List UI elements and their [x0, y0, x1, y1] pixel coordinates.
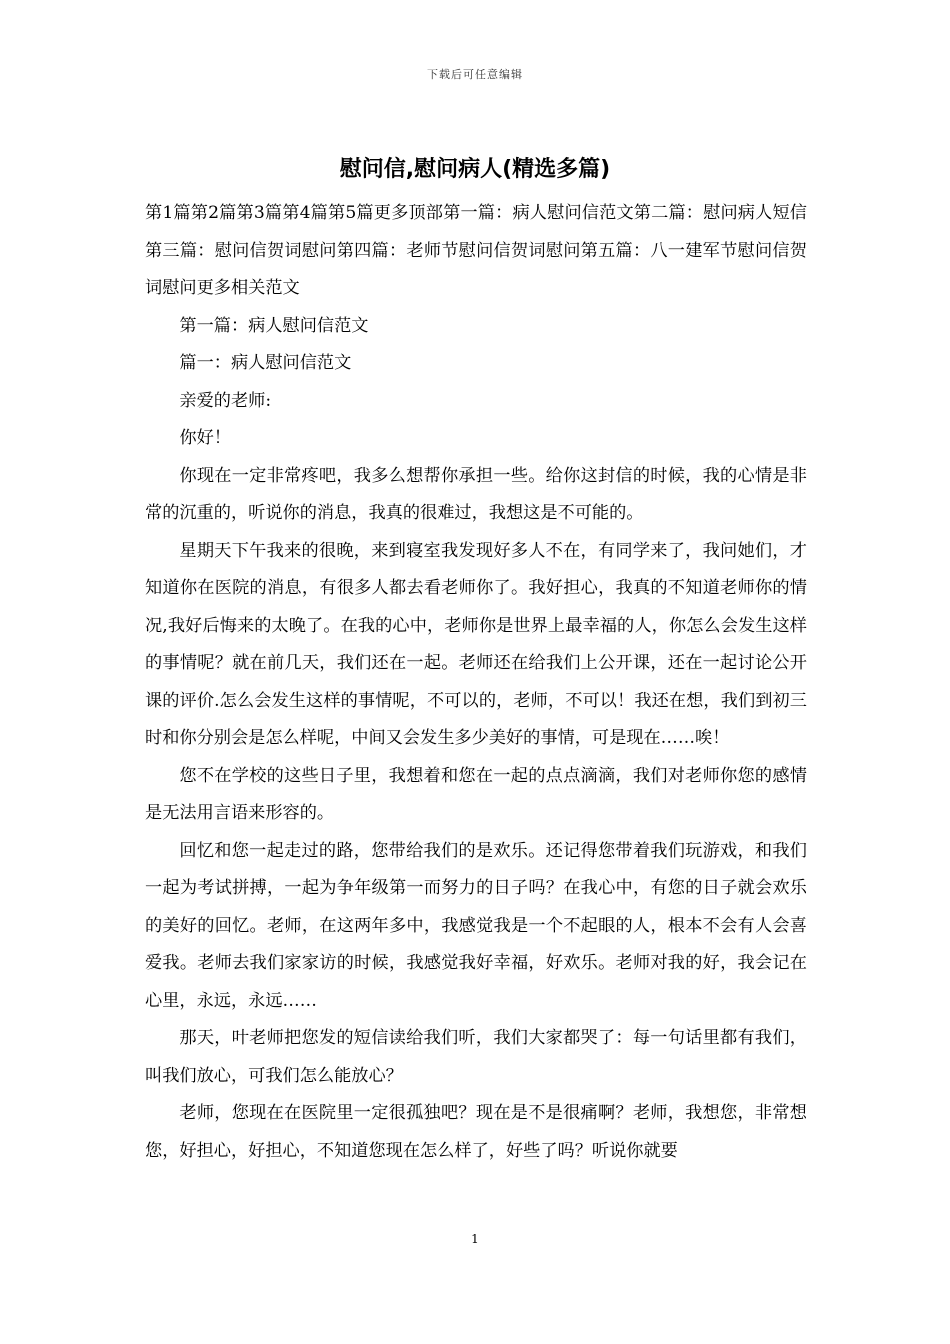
page-number: 1	[471, 1232, 479, 1246]
paragraph: 你现在一定非常疼吧，我多么想帮你承担一些。给你这封信的时候，我的心情是非常的沉重的，听说你的消息，我真的很难过，我想这是不可能的。	[145, 465, 807, 523]
paragraph-section-heading: 第一篇：病人慰问信范文	[179, 315, 369, 336]
paragraph-salutation: 亲爱的老师:	[179, 390, 272, 411]
paragraph-toc: 第1篇第2篇第3篇第4篇第5篇更多顶部第一篇：病人慰问信范文第二篇：慰问病人短信第三篇：慰问信贺词慰问第四篇：老师节慰问信贺词慰问第五篇：八一建军节慰问信贺词慰问更多相关范文	[145, 203, 807, 298]
document-title: 慰问信,慰问病人(精选多篇)	[339, 157, 611, 182]
paragraph: 那天，叶老师把您发的短信读给我们听，我们大家都哭了：每一句话里都有我们，叫我们放心，可我们怎么能放心？	[145, 1028, 807, 1086]
header-note: 下载后可任意编辑	[427, 68, 523, 81]
paragraph: 回忆和您一起走过的路，您带给我们的是欢乐。还记得您带着我们玩游戏，和我们一起为考试拼搏，一起为争年级第一而努力的日子吗？在我心中，有您的日子就会欢乐的美好的回忆。老师，在这两年多中，我感觉我是一个不起眼的人，根本不会有人会喜爱我。老师去我们家家访的时候，我感觉我好幸福，好欢乐。老师对我的好，我会记在心里，永远，永远……	[145, 840, 807, 1011]
paragraph-greeting: 你好！	[179, 428, 231, 448]
paragraph: 星期天下午我来的很晚，来到寝室我发现好多人不在，有同学来了，我问她们，才知道你在医院的消息，有很多人都去看老师你了。我好担心，我真的不知道老师你的情况,我好后悔来的太晚了。在我的心中，老师你是世界上最幸福的人，你怎么会发生这样的事情呢？就在前几天，我们还在一起。老师还在给我们上公开课，还在一起讨论公开课的评价.怎么会发生这样的事情呢，不可以的，老师，不可以！我还在想，我们到初三时和你分别会是怎么样呢，中间又会发生多少美好的事情，可是现在……唉！	[145, 540, 807, 748]
paragraph: 您不在学校的这些日子里，我想着和您在一起的点点滴滴，我们对老师你您的感情是无法用言语来形容的。	[145, 765, 807, 823]
document-body	[145, 195, 807, 1170]
paragraph: 老师，您现在在医院里一定很孤独吧？现在是不是很痛啊？老师，我想您，非常想您，好担心，好担心，不知道您现在怎么样了，好些了吗？听说你就要	[145, 1103, 807, 1161]
paragraph-subheading: 篇一：病人慰问信范文	[179, 353, 352, 373]
